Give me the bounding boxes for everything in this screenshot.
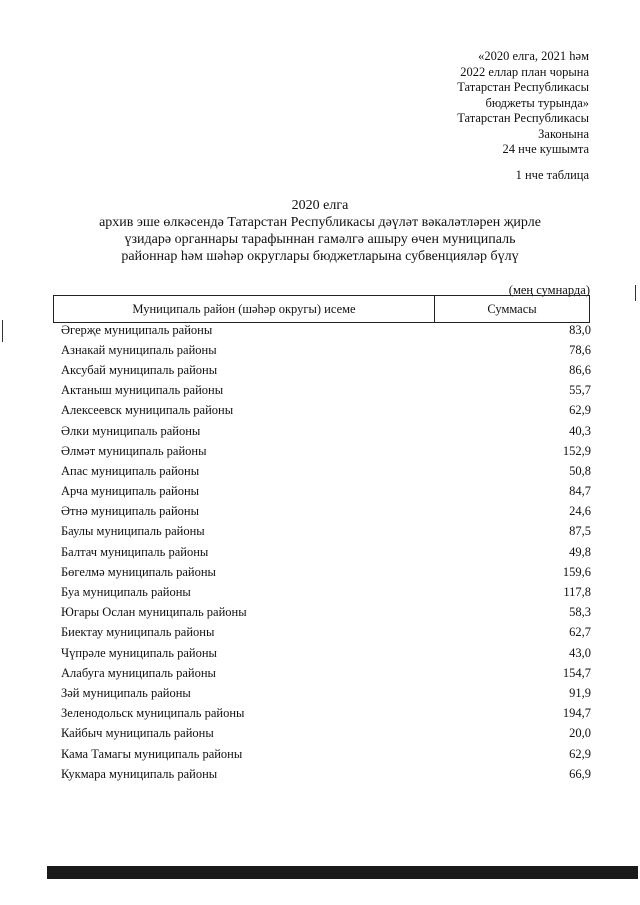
amount-value: 154,7 — [562, 665, 591, 680]
amount-value: 117,8 — [563, 585, 591, 600]
district-name: Баулы муниципаль районы — [61, 524, 205, 539]
law-reference — [339, 49, 589, 158]
amount-value: 91,9 — [569, 685, 591, 700]
amount-value: 62,7 — [569, 625, 591, 640]
amount-value: 55,7 — [569, 383, 591, 398]
column-header-name: Муниципаль район (шәһәр округы) исеме — [54, 296, 435, 322]
title-line: 2020 елга — [291, 198, 349, 213]
table-row — [61, 623, 591, 643]
table-row — [61, 603, 591, 623]
district-name: Әгерҗе муниципаль районы — [61, 322, 213, 337]
table-row — [61, 562, 591, 582]
header-line: Законына — [538, 126, 589, 141]
table-row — [61, 360, 591, 380]
amount-value: 58,3 — [569, 605, 591, 620]
header-line: бюджеты турында» — [485, 95, 589, 110]
table-row — [61, 764, 591, 784]
table-row — [61, 663, 591, 683]
amount-value: 40,3 — [569, 423, 591, 438]
district-name: Әлмәт муниципаль районы — [61, 443, 207, 458]
units-label: (мең сумнарда) — [508, 283, 590, 297]
district-name: Кама Тамагы муниципаль районы — [61, 746, 243, 761]
amount-value: 50,8 — [569, 463, 591, 478]
district-name: Кукмара муниципаль районы — [61, 766, 218, 781]
amount-value: 84,7 — [569, 484, 591, 499]
header-line: 2022 еллар план чорына — [460, 64, 589, 79]
table-row — [61, 441, 591, 461]
column-header-sum: Суммасы — [487, 301, 537, 316]
amount-value: 83,0 — [569, 322, 591, 337]
district-name: Алабуга муниципаль районы — [61, 665, 216, 680]
district-name: Апас муниципаль районы — [61, 463, 200, 478]
amount-value: 24,6 — [569, 504, 591, 519]
title-line: районнар һәм шәһәр округлары бюджетларына субвенцияләр бүлү — [121, 249, 519, 264]
district-name: Әлки муниципаль районы — [61, 423, 201, 438]
amount-value: 159,6 — [562, 564, 591, 579]
district-name: Арча муниципаль районы — [61, 484, 200, 499]
amount-value: 78,6 — [569, 342, 591, 357]
district-name: Балтач муниципаль районы — [61, 544, 209, 559]
title-line: үзидарә органнары тарафыннан гамәлгә ашыру өчен муниципаль — [124, 232, 516, 247]
table-row — [61, 502, 591, 522]
amount-value: 194,7 — [562, 706, 591, 721]
amount-value: 20,0 — [569, 726, 591, 741]
table-row — [61, 744, 591, 764]
table-number: 1 нче таблица — [515, 168, 589, 182]
district-name: Кайбыч муниципаль районы — [61, 726, 214, 741]
district-name: Әтнә муниципаль районы — [61, 504, 200, 519]
header-line: «2020 елга, 2021 һәм — [478, 49, 589, 63]
scan-mark — [2, 320, 3, 342]
amount-value: 152,9 — [562, 443, 591, 458]
table-row — [61, 461, 591, 481]
scan-edge — [47, 866, 638, 879]
table-header — [53, 295, 590, 323]
district-name: Зәй муниципаль районы — [61, 685, 191, 700]
amount-value: 66,9 — [569, 766, 591, 781]
table-row — [61, 421, 591, 441]
header-line: Татарстан Республикасы — [457, 80, 589, 94]
table-row — [61, 542, 591, 562]
amount-value: 49,8 — [569, 544, 591, 559]
header-line: 24 нче кушымта — [502, 142, 589, 156]
amount-value: 62,9 — [569, 746, 591, 761]
document-title — [0, 197, 640, 265]
table-row — [61, 320, 591, 340]
title-line: архив эше өлкәсендә Татарстан Республикасы дәүләт вәкаләтләрен җирле — [99, 215, 541, 230]
scan-mark — [635, 285, 636, 301]
district-name: Буа муниципаль районы — [61, 585, 191, 600]
amount-value: 86,6 — [569, 362, 591, 377]
table-row — [61, 381, 591, 401]
district-name: Биектау муниципаль районы — [61, 625, 215, 640]
table-body — [61, 320, 591, 784]
district-name: Бөгелмә муниципаль районы — [61, 564, 216, 579]
table-row — [61, 643, 591, 663]
amount-value: 87,5 — [569, 524, 591, 539]
table-row — [61, 522, 591, 542]
district-name: Азнакай муниципаль районы — [61, 342, 217, 357]
table-row — [61, 683, 591, 703]
table-row — [61, 340, 591, 360]
table-row — [61, 401, 591, 421]
header-line: Татарстан Республикасы — [457, 111, 589, 125]
amount-value: 62,9 — [569, 403, 591, 418]
district-name: Алексеевск муниципаль районы — [61, 403, 234, 418]
district-name: Актаныш муниципаль районы — [61, 383, 224, 398]
district-name: Аксубай муниципаль районы — [61, 362, 218, 377]
table-row — [61, 724, 591, 744]
district-name: Чүпрәле муниципаль районы — [61, 645, 217, 660]
district-name: Югары Ослан муниципаль районы — [61, 605, 247, 620]
table-row — [61, 482, 591, 502]
amount-value: 43,0 — [569, 645, 591, 660]
district-name: Зеленодольск муниципаль районы — [61, 706, 245, 721]
table-row — [61, 704, 591, 724]
table-row — [61, 582, 591, 602]
